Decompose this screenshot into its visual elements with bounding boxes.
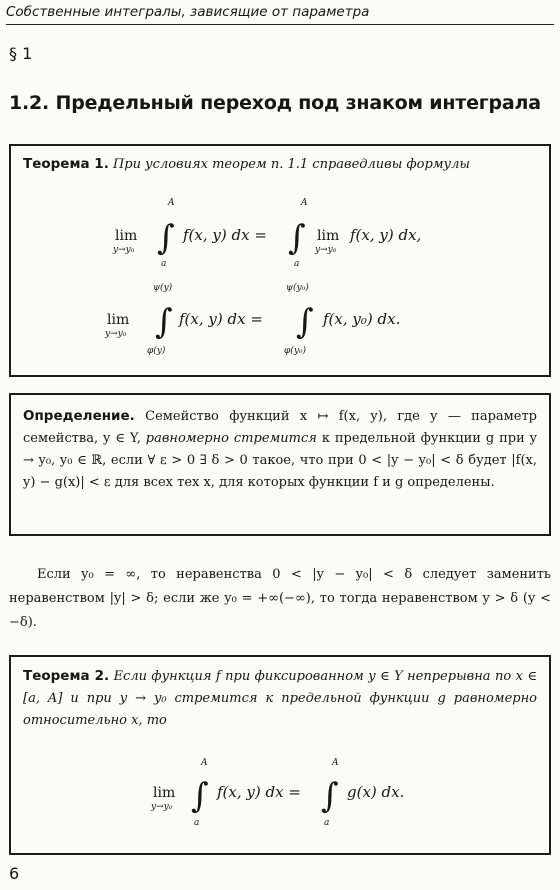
- t2-lower: a: [194, 818, 200, 828]
- t1-f2-lim: lim: [107, 312, 130, 328]
- section-title: 1.2. Предельный переход под знаком интеграла: [9, 92, 541, 114]
- t2-upper-2: A: [332, 758, 339, 768]
- t1-f2-lower-2: φ(y₀): [284, 346, 307, 356]
- t1-f2-upper-2: ψ(y₀): [286, 283, 309, 293]
- definition-box: [9, 393, 551, 536]
- t1-f1-inner-lim-sub: y→y₀: [315, 245, 337, 255]
- t2-lower-2: a: [324, 818, 330, 828]
- t2-rhs: g(x) dx.: [347, 783, 405, 801]
- t1-f2-integrand: f(x, y) dx =: [179, 310, 263, 328]
- theorem-1-box: [9, 144, 551, 377]
- theorem-1-lead: Теорема 1.: [23, 156, 109, 172]
- theorem-2-box: [9, 655, 551, 855]
- t1-f2-upper: ψ(y): [153, 283, 173, 293]
- section-mark: § 1: [9, 44, 33, 63]
- theorem-2-text: Если функция f при фиксированном y ∈ Y непрерывна по x ∈ [a, A] и при y → y₀ стремится к предельной функции g равномерно относительно x, то: [23, 669, 537, 728]
- t2-upper: A: [201, 758, 208, 768]
- t2-lim: lim: [153, 785, 176, 801]
- theorem-2-lead: Теорема 2.: [23, 668, 110, 684]
- t2-lim-sub: y→y₀: [151, 802, 173, 812]
- page-number: 6: [9, 864, 20, 883]
- t1-f2-integral-sign-2: ∫: [296, 302, 314, 342]
- t1-f2-lower: φ(y): [147, 346, 166, 356]
- t1-f1-integral-sign: ∫: [157, 218, 175, 258]
- definition-statement: [23, 405, 537, 494]
- t1-f1-integral-sign-2: ∫: [288, 218, 306, 258]
- t1-f1-upper: A: [168, 198, 175, 208]
- definition-text-2: к предельной функции g при y → y₀, y₀ ∈ ℝ, если ∀ ε > 0 ∃ δ > 0 такое, что при 0 < |y − y₀| < δ будет |f(x, y) − g(x)| < ε для всех тех x, для которых функции f и g определены.: [23, 431, 537, 490]
- running-header: Собственные интегралы, зависящие от параметра: [6, 4, 554, 25]
- definition-text-1: Семейство функций x ↦ f(x, y), где y — параметр семейства, y ∈ Y,: [23, 409, 537, 446]
- t1-f1-integrand: f(x, y) dx =: [183, 226, 267, 244]
- theorem-1-text: При условиях теорем п. 1.1 справедливы формулы: [112, 157, 470, 172]
- t1-f2-rhs: f(x, y₀) dx.: [323, 310, 401, 328]
- t1-f1-lower: a: [161, 259, 167, 269]
- t1-f2-integral-sign: ∫: [155, 302, 173, 342]
- t2-integrand: f(x, y) dx =: [217, 783, 301, 801]
- definition-emphasis: равномерно стремится: [145, 431, 317, 446]
- infinity-remark: Если y₀ = ∞, то неравенства 0 < |y − y₀| < δ следует заменить неравенством |y| > δ; если же y₀ = +∞(−∞), то тогда неравенством y > δ (y < −δ).: [9, 567, 551, 630]
- t2-integral-sign: ∫: [191, 776, 209, 816]
- theorem-1-formulas: [11, 146, 549, 379]
- t1-f1-inner-lim: lim: [317, 228, 340, 244]
- t1-f1-lim-sub: y→y₀: [113, 245, 135, 255]
- t1-f1-rhs: f(x, y) dx,: [350, 226, 422, 244]
- theorem-2-formula: [11, 657, 549, 857]
- t2-integral-sign-2: ∫: [321, 776, 339, 816]
- t1-f1-lim: lim: [115, 228, 138, 244]
- t1-f1-lower-2: a: [294, 259, 300, 269]
- t1-f2-lim-sub: y→y₀: [105, 329, 127, 339]
- t1-f1-upper-2: A: [301, 198, 308, 208]
- definition-lead: Определение.: [23, 408, 135, 424]
